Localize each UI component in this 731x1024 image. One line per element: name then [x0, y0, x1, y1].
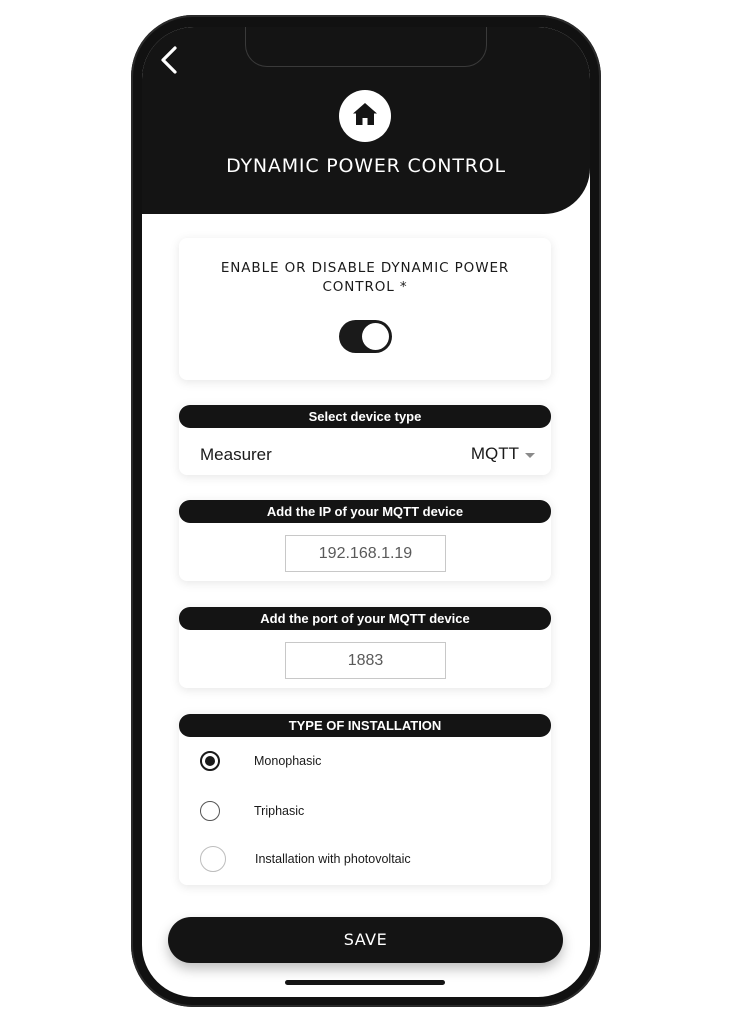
radio-option-monophasic[interactable] [200, 751, 321, 771]
installation-header: TYPE OF INSTALLATION [179, 714, 551, 737]
radio-label-triphasic: Triphasic [254, 804, 305, 818]
radio-label-monophasic: Monophasic [254, 754, 322, 768]
enable-title: ENABLE OR DISABLE DYNAMIC POWER CONTROL * [220, 260, 510, 295]
app-screen [142, 27, 590, 997]
home-icon [351, 101, 379, 132]
radio-option-photovoltaic[interactable] [200, 846, 411, 872]
radio-button-triphasic[interactable] [200, 801, 220, 821]
home-indicator [285, 980, 445, 985]
installation-card [179, 714, 551, 885]
page-title: DYNAMIC POWER CONTROL [226, 155, 506, 177]
dynamic-power-toggle[interactable] [339, 320, 392, 353]
device-type-card [179, 405, 551, 475]
port-header: Add the port of your MQTT device [179, 607, 551, 630]
back-button[interactable] [152, 45, 186, 79]
port-input[interactable] [285, 642, 446, 679]
caret-down-icon [525, 453, 535, 458]
device-type-select[interactable] [471, 442, 535, 466]
device-type-header: Select device type [179, 405, 551, 428]
ip-card [179, 500, 551, 581]
ip-header: Add the IP of your MQTT device [179, 500, 551, 523]
ip-input[interactable] [285, 535, 446, 572]
radio-label-photovoltaic: Installation with photovoltaic [255, 852, 411, 866]
radio-option-triphasic[interactable] [200, 801, 304, 821]
radio-button-monophasic[interactable] [200, 751, 220, 771]
toggle-knob [362, 323, 389, 350]
chevron-left-icon [158, 45, 180, 80]
radio-button-photovoltaic[interactable] [200, 846, 226, 872]
enable-card [179, 238, 551, 380]
device-type-value: MQTT [470, 444, 519, 463]
home-badge [339, 90, 391, 142]
save-button[interactable]: SAVE [168, 917, 563, 963]
device-label: Measurer [200, 445, 272, 464]
device-notch [245, 27, 487, 67]
app-header [142, 27, 590, 214]
port-card [179, 607, 551, 688]
